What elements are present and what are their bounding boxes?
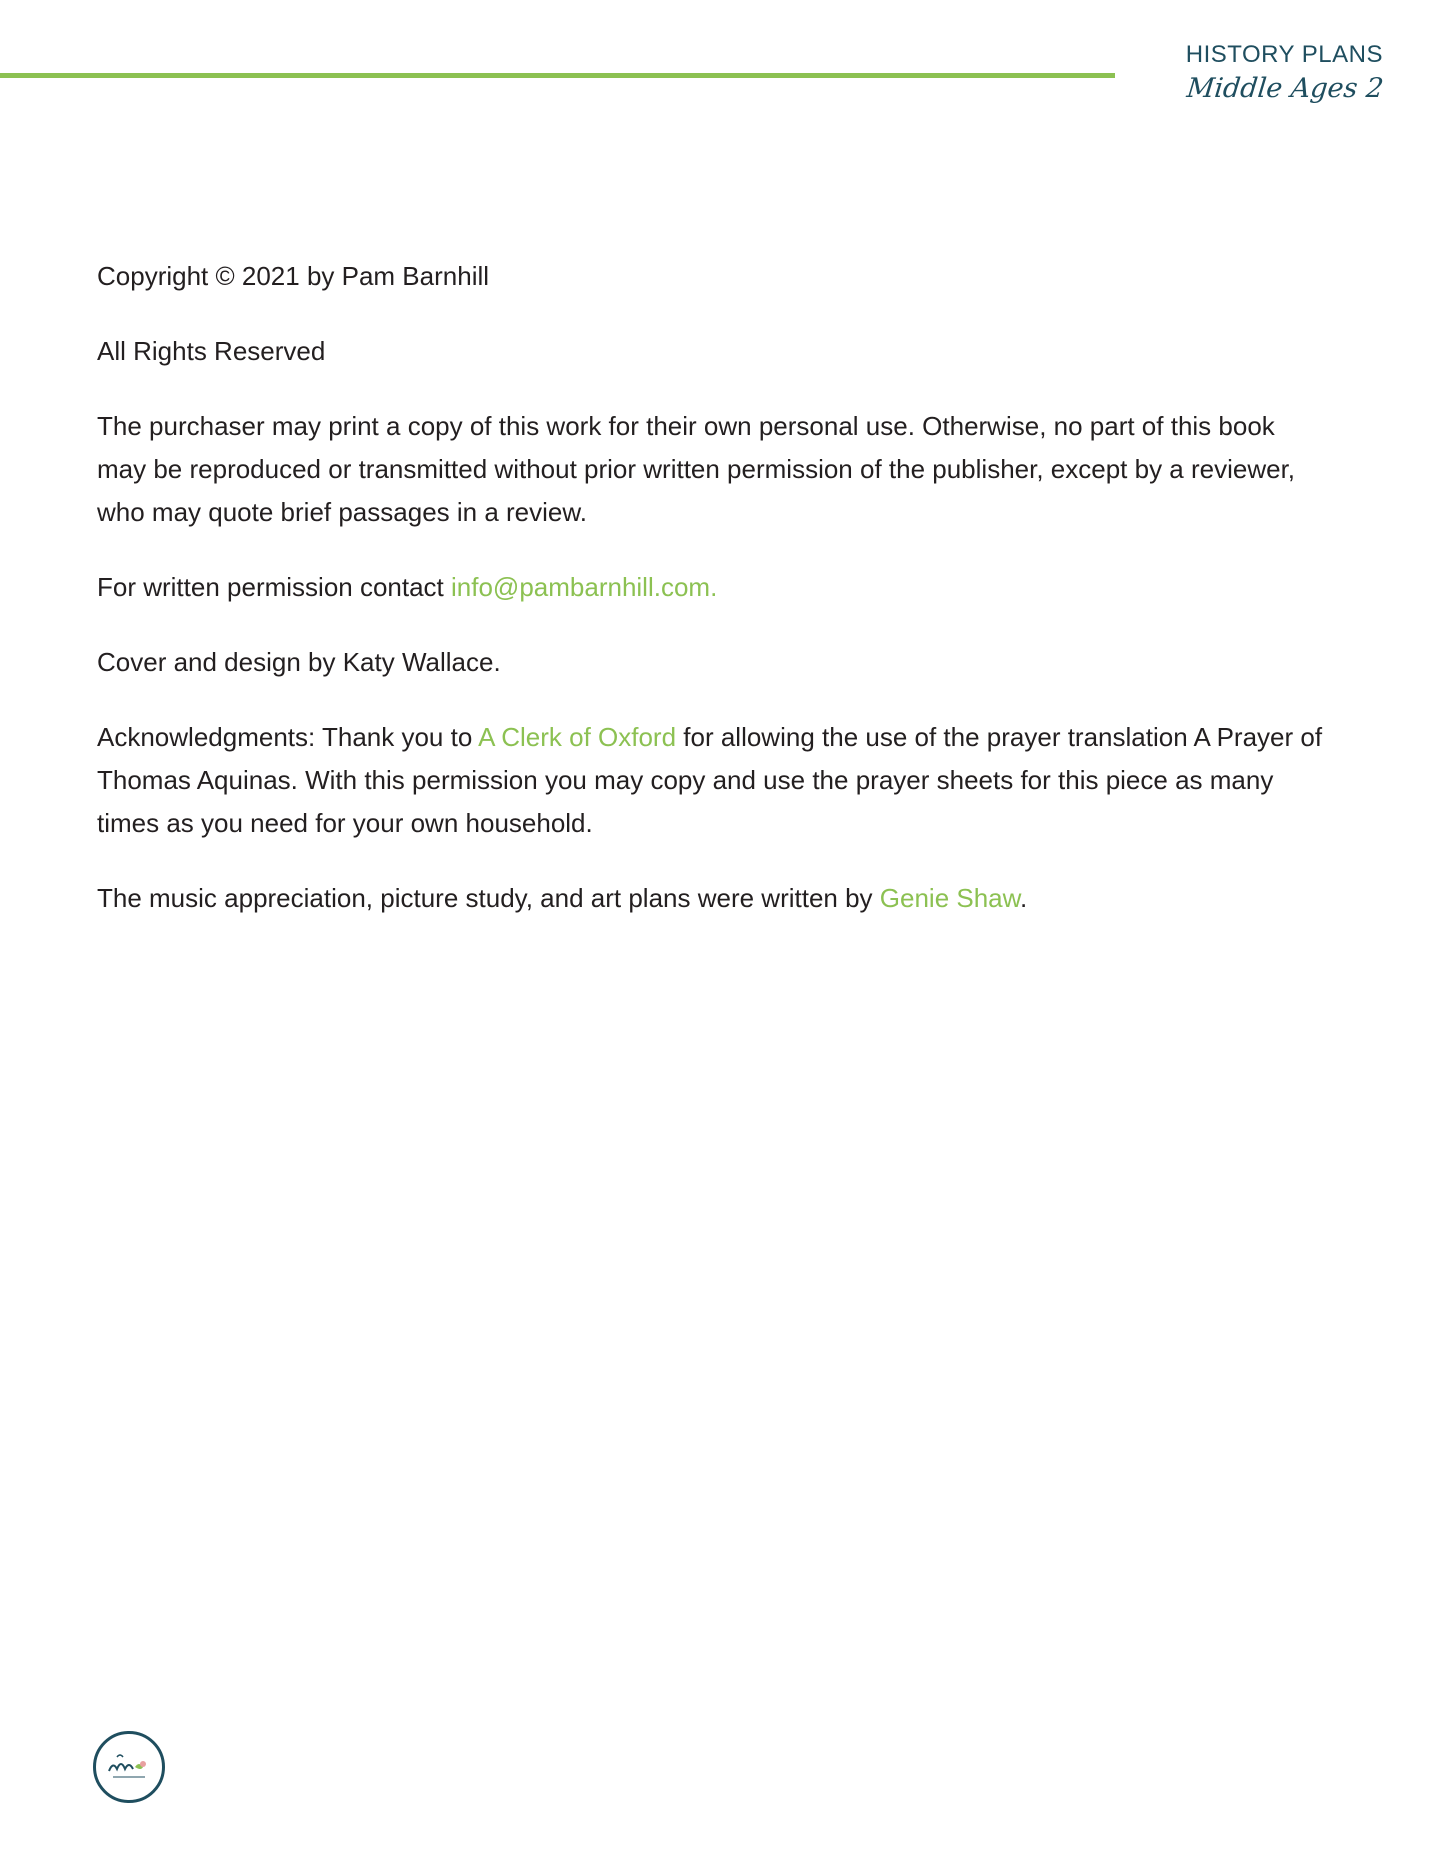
morning-time-logo-icon: [93, 1731, 165, 1803]
genie-shaw-link[interactable]: Genie Shaw: [879, 883, 1020, 913]
writer-credit-prefix: The music appreciation, picture study, and art plans were written by: [97, 883, 880, 913]
header-brand: [1186, 40, 1383, 104]
design-credit: Cover and design by Katy Wallace.: [97, 647, 501, 677]
copyright-notice: Copyright © 2021 by Pam Barnhill: [97, 261, 490, 291]
copyright-page-body: [97, 255, 1327, 952]
acknowledgments: [97, 716, 1327, 845]
header-subtitle: Middle Ages 2: [1184, 73, 1385, 104]
rights-notice: All Rights Reserved: [97, 336, 326, 366]
header-divider: [0, 73, 1115, 78]
writer-credit-suffix: .: [1020, 883, 1028, 913]
permission-prefix: For written permission contact: [97, 572, 452, 602]
acknowledgments-suffix: for allowing the use of the prayer translation A Prayer of Thomas Aquinas. With this permission you may copy and use the prayer sheets for this piece as many times as you need for your own household.: [97, 722, 1323, 838]
clerk-of-oxford-link[interactable]: A Clerk of Oxford: [478, 722, 677, 752]
usage-notice: The purchaser may print a copy of this work for their own personal use. Otherwise, no part of this book may be reproduced or transmitted without prior written permission of the publisher, except by a reviewer, who may quote brief passages in a review.: [97, 411, 1296, 527]
email-link[interactable]: info@pambarnhill.com.: [451, 572, 718, 602]
header-title: HISTORY PLANS: [1185, 41, 1383, 68]
writer-credit: [97, 877, 1327, 920]
permission-contact: [97, 566, 1327, 609]
acknowledgments-prefix: Acknowledgments: Thank you to: [97, 722, 479, 752]
